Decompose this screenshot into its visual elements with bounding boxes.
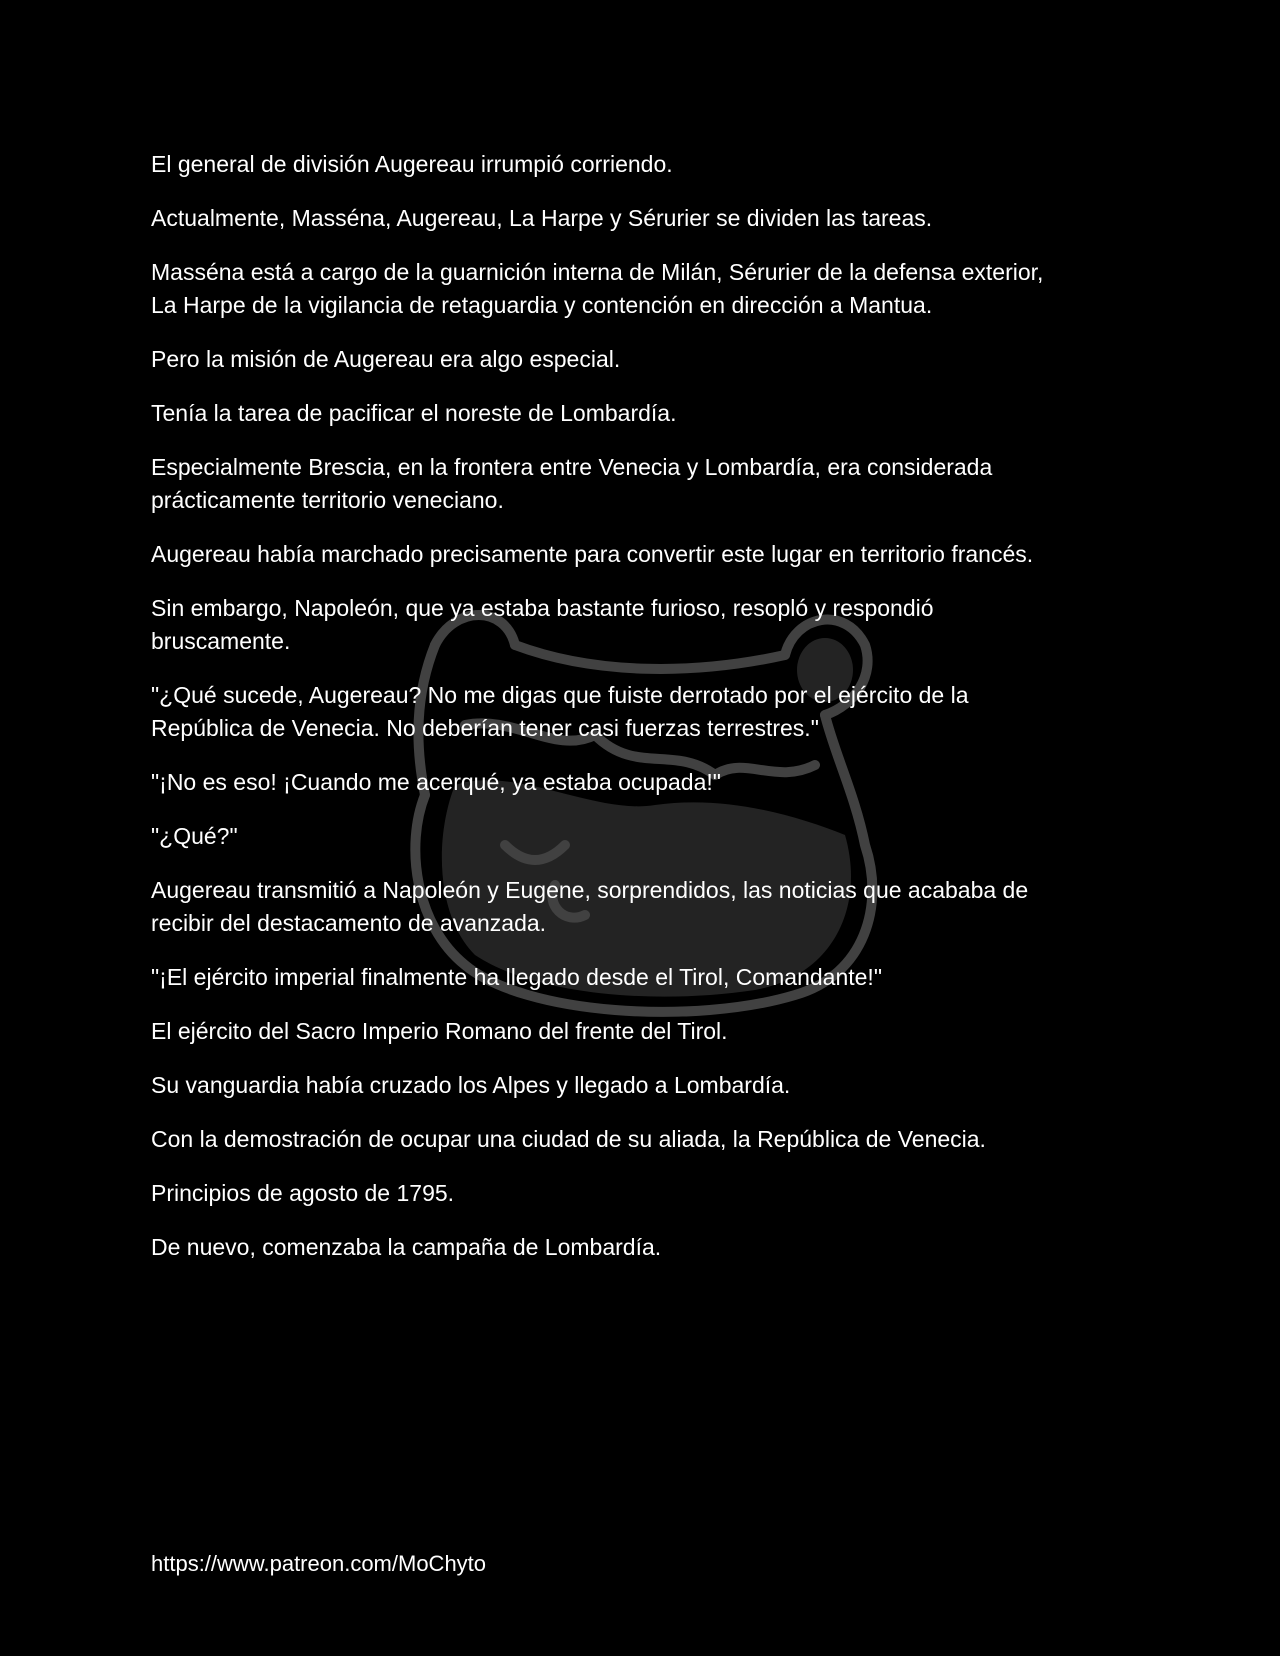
paragraph: De nuevo, comenzaba la campaña de Lombardía. <box>151 1234 662 1260</box>
paragraph: "¿Qué?" <box>151 823 238 849</box>
paragraph: Actualmente, Masséna, Augereau, La Harpe y Sérurier se dividen las tareas. <box>151 205 933 231</box>
paragraph: "¿Qué sucede, Augereau? No me digas que fuiste derrotado por el ejército de la República de Venecia. No deberían tener casi fuerzas terrestres." <box>151 682 969 741</box>
paragraph: Principios de agosto de 1795. <box>151 1180 455 1206</box>
paragraph: "¡El ejército imperial finalmente ha llegado desde el Tirol, Comandante!" <box>151 964 882 990</box>
paragraph: Augereau transmitió a Napoleón y Eugene, sorprendidos, las noticias que acababa de recibir del destacamento de avanzada. <box>151 877 1029 936</box>
paragraph: Tenía la tarea de pacificar el noreste de Lombardía. <box>151 400 677 426</box>
paragraph: "¡No es eso! ¡Cuando me acerqué, ya estaba ocupada!" <box>151 769 721 795</box>
paragraph: Sin embargo, Napoleón, que ya estaba bastante furioso, resopló y respondió bruscamente. <box>151 595 934 654</box>
paragraph: Con la demostración de ocupar una ciudad de su aliada, la República de Venecia. <box>151 1126 986 1152</box>
paragraph: Especialmente Brescia, en la frontera entre Venecia y Lombardía, era considerada prácticamente territorio veneciano. <box>151 454 993 513</box>
patreon-link[interactable]: https://www.patreon.com/MoChyto <box>151 1551 487 1576</box>
paragraph: Augereau había marchado precisamente para convertir este lugar en territorio francés. <box>151 541 1034 567</box>
paragraph: El ejército del Sacro Imperio Romano del frente del Tirol. <box>151 1018 728 1044</box>
paragraph: Pero la misión de Augereau era algo especial. <box>151 346 621 372</box>
story-text <box>151 148 1141 1285</box>
paragraph: El general de división Augereau irrumpió corriendo. <box>151 151 673 177</box>
paragraph: Masséna está a cargo de la guarnición interna de Milán, Sérurier de la defensa exterior, La Harpe de la vigilancia de retaguardia y contención en dirección a Mantua. <box>151 259 1044 318</box>
paragraph: Su vanguardia había cruzado los Alpes y llegado a Lombardía. <box>151 1072 791 1098</box>
